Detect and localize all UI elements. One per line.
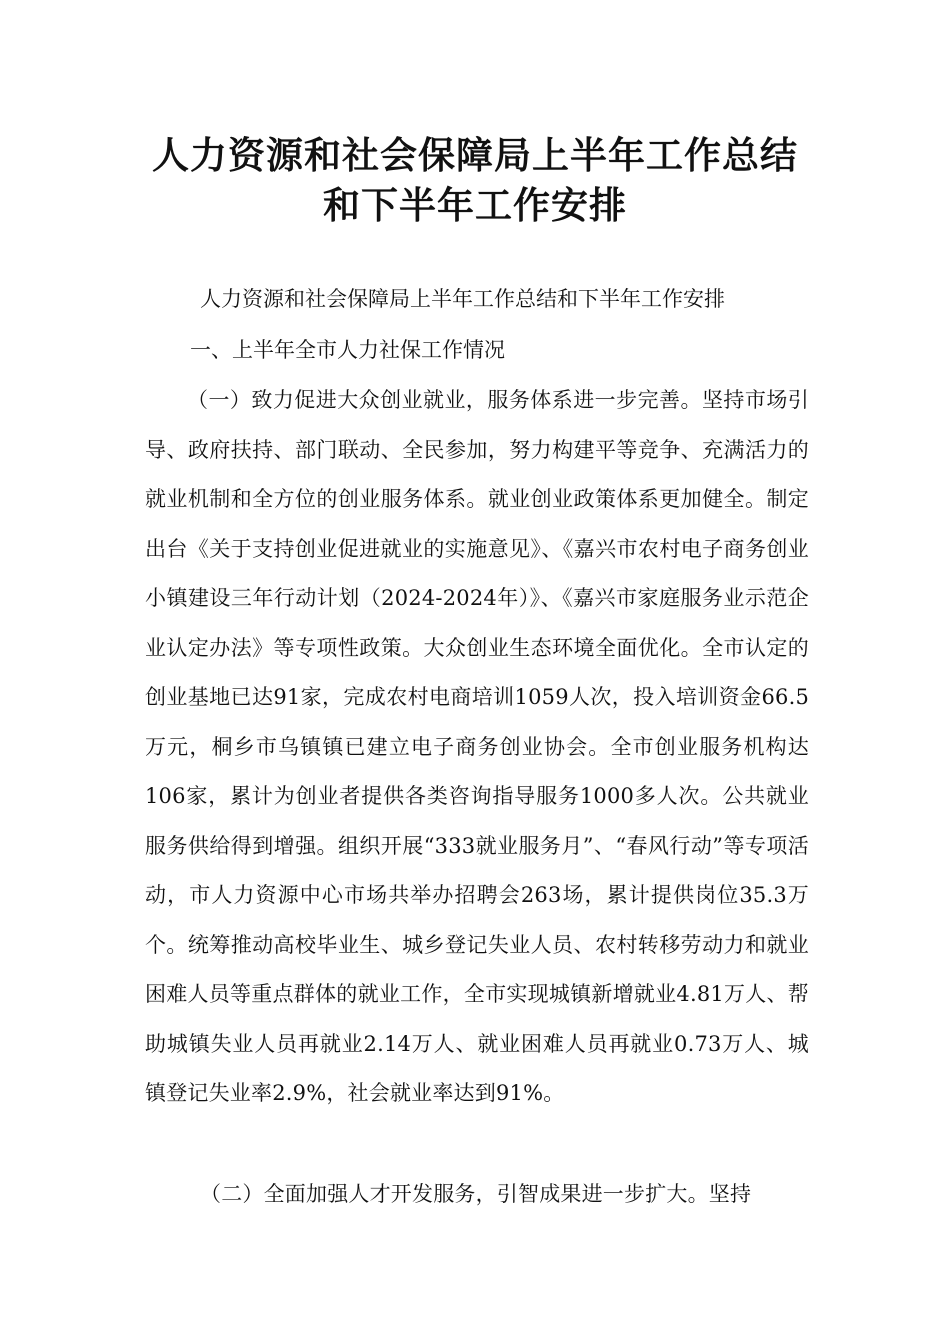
document-subtitle: 人力资源和社会保障局上半年工作总结和下半年工作安排 — [200, 287, 725, 311]
section-1-heading: 一、上半年全市人力社保工作情况 — [190, 338, 505, 362]
paragraph-1: （一）致力促进大众创业就业，服务体系进一步完善。坚持市场引导、政府扶持、部门联动、全民参加，努力构建平等竞争、充满活力的就业机制和全方位的创业服务体系。就业创业政策体系更加健全。制定出台《关于支持创业促进就业的实施意见》、《嘉兴市农村电子商务创业小镇建设三年行动计划（2024-2024年）》、《嘉兴市家庭服务业示范企业认定办法》等专项性政策。大众创业生态环境全面优化。全市认定的创业基地已达91家，完成农村电商培训1059人次，投入培训资金66.5万元，桐乡市乌镇镇已建立电子商务创业协会。全市创业服务机构达106家，累计为创业者提供各类咨询指导服务1000多人次。公共就业服务供给得到增强。组织开展“333就业服务月”、“春风行动”等专项活动，市人力资源中心市场共举办招聘会263场，累计提供岗位35.3万个。统筹推动高校毕业生、城乡登记失业人员、农村转移劳动力和就业困难人员等重点群体的就业工作，全市实现城镇新增就业4.81万人、帮助城镇失业人员再就业2.14万人、就业困难人员再就业0.73万人、城镇登记失业率2.9%，社会就业率达到91%。 — [145, 388, 809, 1105]
paragraph-2: （二）全面加强人才开发服务，引智成果进一步扩大。坚持 — [200, 1182, 752, 1206]
document-title-line-1: 人力资源和社会保障局上半年工作总结 — [152, 134, 798, 177]
document-title-line-2: 和下半年工作安排 — [323, 184, 627, 227]
